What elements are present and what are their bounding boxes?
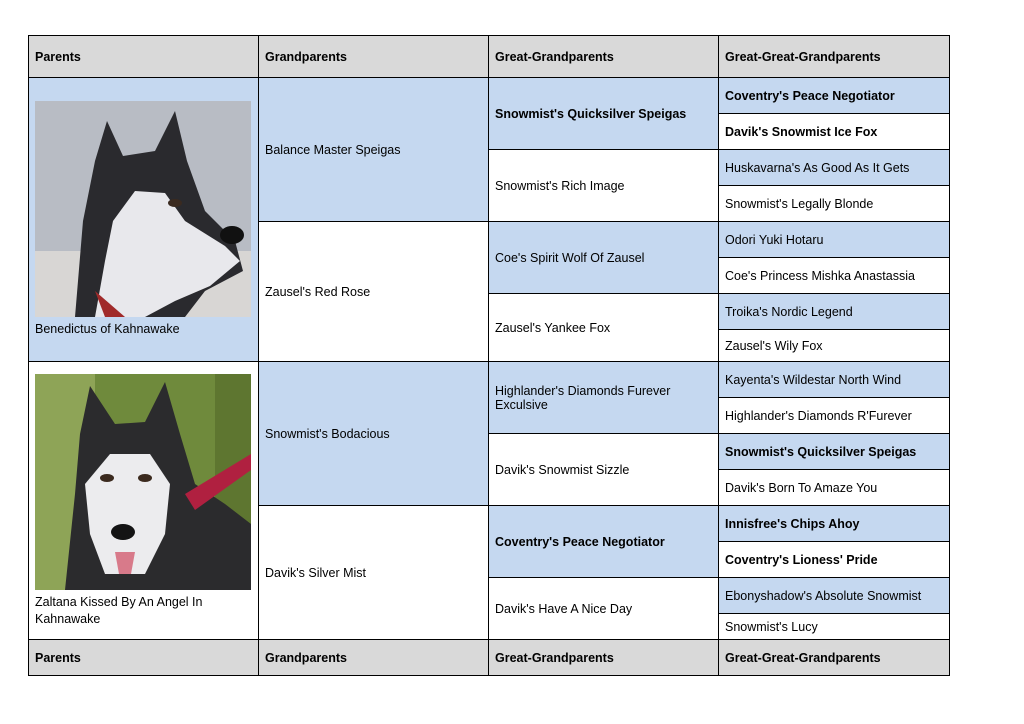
ggg-cell: Coventry's Lioness' Pride [719, 542, 950, 578]
parent-name: Zaltana Kissed By An Angel In Kahnawake [35, 594, 203, 626]
ggg-cell: Coventry's Peace Negotiator [719, 78, 950, 114]
footer-great-great-grandparents: Great-Great-Grandparents [719, 640, 950, 676]
ggg-cell: Odori Yuki Hotaru [719, 222, 950, 258]
footer-parents: Parents [29, 640, 259, 676]
header-grandparents: Grandparents [259, 36, 489, 78]
table-row [29, 78, 950, 114]
ggg-cell: Davik's Born To Amaze You [719, 470, 950, 506]
grandparent-cell: Balance Master Speigas [259, 78, 489, 222]
header-great-grandparents: Great-Grandparents [489, 36, 719, 78]
sire-photo [35, 101, 251, 317]
great-grandparent-cell: Snowmist's Rich Image [489, 150, 719, 222]
great-grandparent-cell: Highlander's Diamonds Furever Exculsive [489, 362, 719, 434]
grandparent-cell: Zausel's Red Rose [259, 222, 489, 362]
great-grandparent-cell: Zausel's Yankee Fox [489, 294, 719, 362]
dam-photo [35, 374, 251, 590]
husky-dog-icon [35, 374, 251, 590]
ggg-cell: Snowmist's Lucy [719, 614, 950, 640]
table-row [29, 362, 950, 398]
great-grandparent-cell: Snowmist's Quicksilver Speigas [489, 78, 719, 150]
great-grandparent-cell: Coventry's Peace Negotiator [489, 506, 719, 578]
ggg-cell: Troika's Nordic Legend [719, 294, 950, 330]
header-great-great-grandparents: Great-Great-Grandparents [719, 36, 950, 78]
grandparent-cell: Davik's Silver Mist [259, 506, 489, 640]
parent-cell-sire [29, 78, 259, 362]
ggg-cell: Snowmist's Legally Blonde [719, 186, 950, 222]
ggg-cell: Davik's Snowmist Ice Fox [719, 114, 950, 150]
grandparent-cell: Snowmist's Bodacious [259, 362, 489, 506]
pedigree-table [28, 35, 950, 676]
header-parents: Parents [29, 36, 259, 78]
ggg-cell: Coe's Princess Mishka Anastassia [719, 258, 950, 294]
husky-dog-icon [35, 101, 251, 317]
footer-great-grandparents: Great-Grandparents [489, 640, 719, 676]
great-grandparent-cell: Davik's Have A Nice Day [489, 578, 719, 640]
parent-cell-dam [29, 362, 259, 640]
great-grandparent-cell: Coe's Spirit Wolf Of Zausel [489, 222, 719, 294]
footer-grandparents: Grandparents [259, 640, 489, 676]
ggg-cell: Ebonyshadow's Absolute Snowmist [719, 578, 950, 614]
ggg-cell: Zausel's Wily Fox [719, 330, 950, 362]
footer-row [29, 640, 950, 676]
ggg-cell: Snowmist's Quicksilver Speigas [719, 434, 950, 470]
ggg-cell: Innisfree's Chips Ahoy [719, 506, 950, 542]
ggg-cell: Highlander's Diamonds R'Furever [719, 398, 950, 434]
header-row [29, 36, 950, 78]
great-grandparent-cell: Davik's Snowmist Sizzle [489, 434, 719, 506]
ggg-cell: Kayenta's Wildestar North Wind [719, 362, 950, 398]
ggg-cell: Huskavarna's As Good As It Gets [719, 150, 950, 186]
parent-name: Benedictus of Kahnawake [35, 322, 180, 336]
